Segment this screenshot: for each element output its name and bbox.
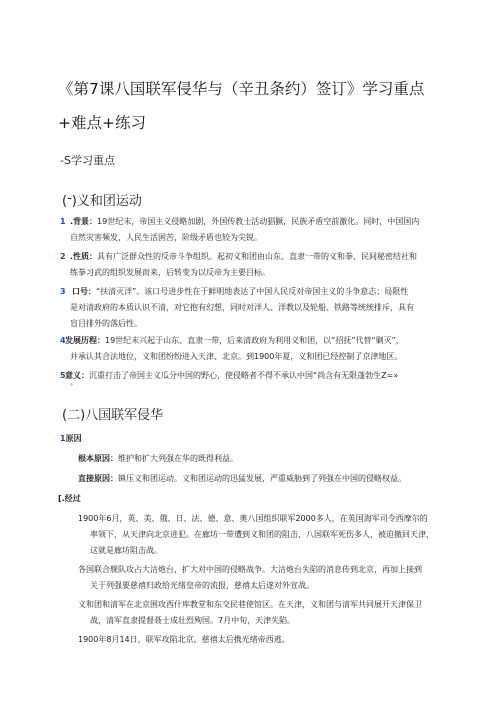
root-cause <box>78 452 238 466</box>
item-text: 19世纪末兴起于山东、直隶一带，后来清政府为利用义和团，以“招抚”代替“剿灭”， <box>105 336 404 345</box>
item-text: 自然灾害频发，人民生活困苦，阶级矛盾也较为尖锐。 <box>70 233 262 242</box>
paragraph: 关于列强要慈禧归政给光绪皇帝的流报，慈禧太后遂对外宣战。 <box>90 581 314 590</box>
list-item <box>70 250 417 264</box>
paragraph: 战，清军直隶提督聂士成壮烈殉国。7月中旬，天津失陷。 <box>90 616 296 625</box>
item-label: 口号： <box>72 287 96 296</box>
paragraph: 义和团和清军在北京围攻西什库教堂和东交民巷使馆区。在天津，义和团与清军共同展开天津保卫 <box>78 600 422 609</box>
item-text: 是对清政府的本质认识不清，对它抱有幻想，同时对洋人、洋教以及轮船、铁路等统统排斥，具有 <box>70 303 414 312</box>
item-number: 2 <box>60 252 66 261</box>
item-number: 5 <box>60 371 66 380</box>
list-item <box>65 369 398 383</box>
part1-heading: (־)义和团运动 <box>62 194 142 209</box>
section-label: -S学习重点 <box>60 154 115 167</box>
paragraph: 1900年6月，英、美、俄、日、法、德、意、奥八国组织联军2000多人，在英国海军司令西摩尔的 <box>78 514 428 523</box>
list-item <box>72 285 408 299</box>
document-title-line2: +难点+练习 <box>58 114 146 132</box>
direct-cause-label: 直接原因： <box>78 474 118 483</box>
document-title-line1: 《第7课八国联军侵华与（辛丑条约）签订》学习重点 <box>58 80 425 98</box>
paragraph: 这就是廊坊阻击战。 <box>90 546 162 555</box>
item-number: 1 <box>60 434 66 443</box>
part2-heading: (二)八国联军侵华 <box>62 408 164 423</box>
stray-mark: ° <box>70 383 73 390</box>
item-text: “扶清灭洋”。该口号进步性在于鲜明地表达了中国人民反对帝国主义的斗争意志；局限性 <box>96 287 409 296</box>
list-item <box>70 215 419 229</box>
item-text: 具有广泛群众性的反帝斗争组织。起初义和团由山东、直隶一带的义和拳、民间秘密结社和 <box>97 252 418 261</box>
item-text: 盲目排外的落后性。 <box>70 319 142 328</box>
direct-cause <box>78 472 406 486</box>
subsection-label: 原因 <box>65 434 82 443</box>
root-cause-text: 维护和扩大列强在华的既得利益。 <box>118 454 238 463</box>
item-number: 3 <box>60 287 66 296</box>
item-number: 4 <box>60 336 66 345</box>
root-cause-label: 根本原因： <box>78 454 118 463</box>
item-number: 1 <box>60 217 66 226</box>
item-text: 沉重打击了帝国主义瓜分中国的野心，使侵略者不得不承认中国“尚含有无限蓬勃生Z=» <box>89 371 399 380</box>
subsection-cause <box>60 432 82 446</box>
subsection-process: [.经过 <box>58 494 81 503</box>
paragraph: 1900年8月14日，联军攻陷北京，慈禧太后携光绪帝西逃。 <box>78 635 290 644</box>
item-label: 发展历程： <box>65 336 105 345</box>
list-item <box>65 334 404 348</box>
paragraph: 各国联合舰队攻占大沽炮台，扩大对中国的侵略战争。大沽炮台失陷的消息传到北京，再加上接到 <box>78 565 422 574</box>
item-label: .性质： <box>70 252 98 261</box>
item-text: 练拳习武的组织发展而来，后转变为以反帝为主要目标。 <box>70 268 270 277</box>
item-label: 意义： <box>65 371 89 380</box>
paragraph: 率领下，从天津向北京进犯。在廊坊一带遭到义和团的阻击，八国联军死伤多人，被迫撤回天津， <box>90 530 434 539</box>
direct-cause-text: 镇压义和团运动。义和团运动的迅猛发展，严重威胁到了列强在中国的侵略权益。 <box>118 474 406 483</box>
item-label: .背景： <box>70 217 98 226</box>
item-text: 并承认其合法地位，义和团纷纷进入天津、北京。到1900年夏，义和团已经控制了京津地区。 <box>70 352 403 361</box>
item-text: 19世纪末，帝国主义侵略加剧，外国传教士活动猖獗，民族矛盾空前激化。同时，中国国内 <box>97 217 420 226</box>
